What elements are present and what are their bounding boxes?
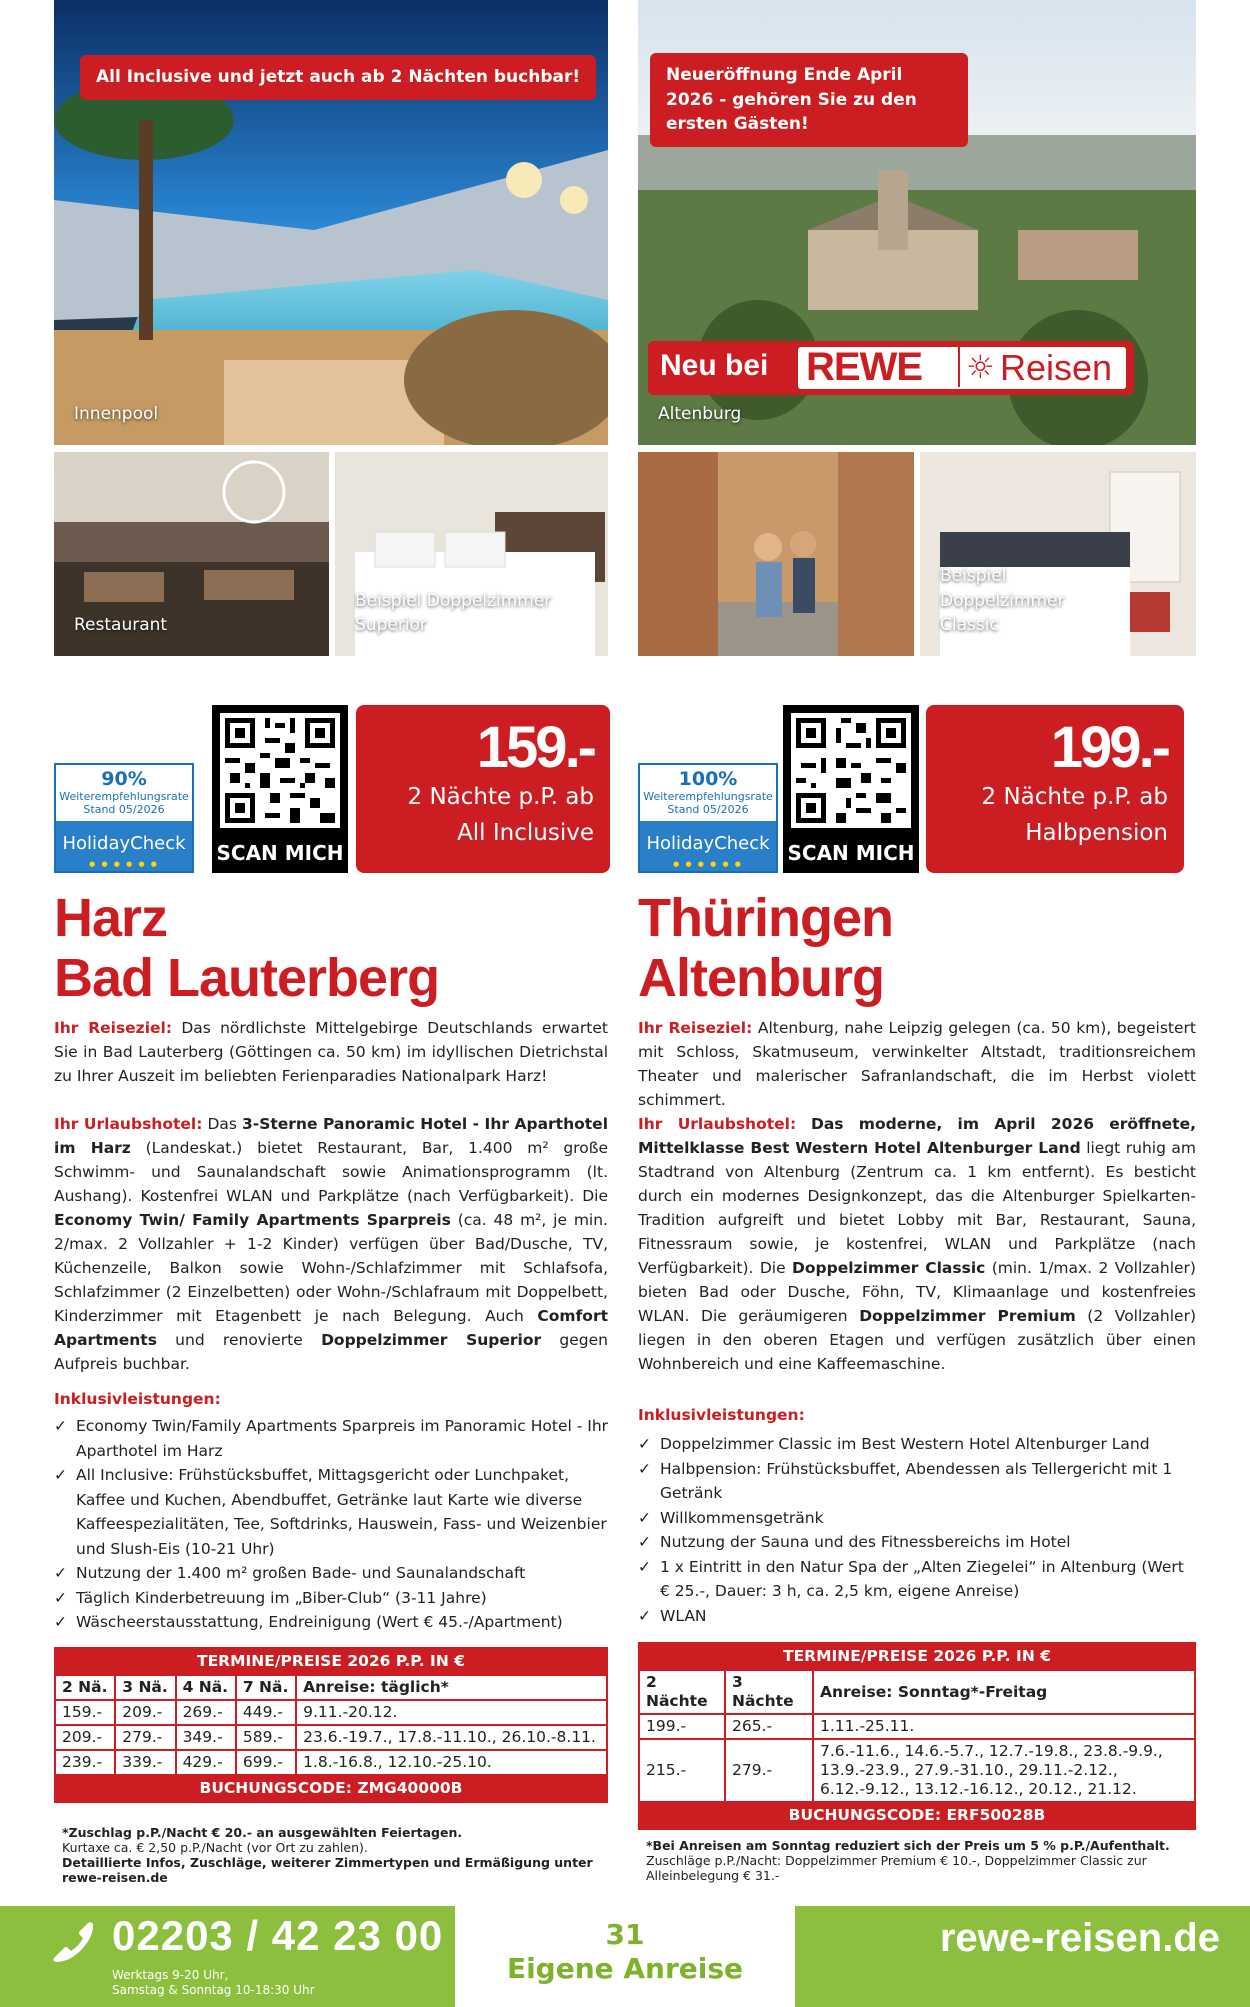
hours-line: Samstag & Sonntag 10-18:30 Uhr <box>112 1983 315 1997</box>
price-box <box>356 705 610 873</box>
price-line2: Halbpension <box>1025 820 1168 846</box>
hero-caption: Altenburg <box>658 404 742 425</box>
table-cell: 279.- <box>725 1739 813 1802</box>
qr-code[interactable] <box>783 705 919 873</box>
table-cell: 159.- <box>55 1700 115 1725</box>
table-cell: 429.- <box>176 1750 236 1775</box>
holidaycheck-logo <box>56 821 192 871</box>
table-row <box>639 1739 1195 1802</box>
qr-code[interactable] <box>212 705 348 873</box>
page-label: Eigene Anreise <box>506 1952 744 1985</box>
room-type: Economy Twin/ Family Apartments Sparpreis <box>54 1211 451 1229</box>
rating-stand: Stand 05/2026 <box>667 803 749 817</box>
qr-code-icon <box>220 713 340 828</box>
price-line1: 2 Nächte p.P. ab <box>981 784 1168 810</box>
table-row <box>55 1700 607 1725</box>
hotel-paragraph <box>54 1112 608 1376</box>
hero-photo-altenburg <box>638 0 1196 445</box>
table-header: 7 Nä. <box>236 1675 296 1700</box>
holidaycheck-brand: HolidayCheck <box>62 833 186 854</box>
hours-line: Werktags 9-20 Uhr, <box>112 1968 229 1982</box>
hero-badge: All Inclusive und jetzt auch ab 2 Nächten buchbar! <box>80 55 596 100</box>
table-row <box>55 1750 607 1775</box>
destination-region: Thüringen <box>638 888 893 948</box>
rating-percent: 90% <box>101 768 147 790</box>
destination-place: Bad Lauterberg <box>54 948 440 1008</box>
booking-code: BUCHUNGSCODE: ERF50028B <box>639 1802 1195 1829</box>
list-item: ✓ All Inclusive: Frühstücksbuffet, Mittagsgericht oder Lunchpaket, Kaffee und Kuchen, Abendbuffet, Getränke laut Karte wie diverse Kaffeespezialitäten, Tee, Softdrinks, Hauswein, Fass- und Weizenbier und Slush-Eis (10-21 Uhr) <box>54 1463 614 1561</box>
table-cell: 9.11.-20.12. <box>296 1700 607 1725</box>
photo-caption: Beispiel Doppelzimmer Classic <box>940 566 1065 636</box>
table-title: TERMINE/PREISE 2026 P.P. IN € <box>639 1643 1195 1670</box>
inklusivleistungen-heading: Inklusivleistungen: <box>638 1406 805 1424</box>
hotel-label: Ihr Urlaubshotel: <box>54 1115 203 1133</box>
hotel-paragraph <box>638 1112 1196 1376</box>
list-item: ✓ Halbpension: Frühstücksbuffet, Abendessen als Tellergericht mit 1 Getränk <box>638 1457 1196 1506</box>
hotel-name: Das moderne, im April 2026 eröffnete, Mittelklasse Best Western Hotel Altenburger Land <box>638 1115 1196 1157</box>
price-line2: All Inclusive <box>457 820 594 846</box>
holidaycheck-rating <box>54 763 194 873</box>
sun-icon: ☼ <box>958 347 995 387</box>
rewe-logo-banner <box>648 341 1134 395</box>
list-item: ✓ Wäscheerstausstattung, Endreinigung (Wert € 45.-/Apartment) <box>54 1610 614 1635</box>
rating-stand: Stand 05/2026 <box>83 803 165 817</box>
footnote-line: *Bei Anreisen am Sonntag reduziert sich der Preis um 5 % p.P./Aufenthalt. <box>646 1838 1170 1853</box>
reiseziel-label: Ihr Reiseziel: <box>638 1019 753 1037</box>
qr-code-icon <box>791 713 911 828</box>
page-footer-center <box>455 1918 795 1986</box>
table-header: 3 Nä. <box>115 1675 175 1700</box>
table-header-row <box>55 1675 607 1700</box>
reiseziel-label: Ihr Reiseziel: <box>54 1019 173 1037</box>
phone-number[interactable]: 02203 / 42 23 00 <box>112 1912 444 1959</box>
table-cell: 349.- <box>176 1725 236 1750</box>
list-item: ✓ Doppelzimmer Classic im Best Western Hotel Altenburger Land <box>638 1432 1196 1457</box>
scan-label: SCAN MICH <box>216 841 344 865</box>
table-header: 3 Nächte <box>725 1670 813 1714</box>
list-item: ✓ Willkommensgetränk <box>638 1506 1196 1531</box>
reiseziel-text: Das nördlichste Mittelgebirge Deutschlands erwartet Sie in Bad Lauterberg (Göttingen ca. 50 km) im idyllischen Dietrichstal zu Ihrer Auszeit im beliebten Ferienparadies Nationalpark Harz! <box>54 1019 608 1085</box>
rating-label: Weiterempfehlungsrate <box>59 790 189 803</box>
footnote-line: Kurtaxe ca. € 2,50 p.P./Nacht (vor Ort zu zahlen). <box>62 1840 368 1855</box>
table-header: 2 Nächte <box>639 1670 725 1714</box>
room-type: Doppelzimmer Premium <box>859 1307 1076 1325</box>
destination-place: Altenburg <box>638 948 884 1008</box>
reiseziel-paragraph <box>638 1016 1196 1112</box>
rating-percent: 100% <box>678 768 738 790</box>
hotel-name: 3-Sterne Panoramic Hotel - Ihr Aparthotel im Harz <box>54 1115 609 1157</box>
inklusivleistungen-list <box>54 1414 614 1635</box>
hotel-label: Ihr Urlaubshotel: <box>638 1115 797 1133</box>
opening-hours <box>112 1968 315 1998</box>
table-header: Anreise: täglich* <box>296 1675 607 1700</box>
hotel-text: Das <box>207 1115 242 1133</box>
phone-icon <box>46 1916 96 1970</box>
table-cell: 209.- <box>115 1700 175 1725</box>
list-item: ✓ Nutzung der 1.400 m² großen Bade- und Saunalandschaft <box>54 1561 614 1586</box>
footer-website-bar <box>795 1906 1250 2007</box>
table-cell: 239.- <box>55 1750 115 1775</box>
photo-doppelzimmer-classic <box>920 452 1196 656</box>
table-title: TERMINE/PREISE 2026 P.P. IN € <box>55 1648 607 1675</box>
price-amount: 159.- <box>476 715 594 780</box>
table-cell: 209.- <box>55 1725 115 1750</box>
table-row <box>639 1714 1195 1739</box>
footnote-line: *Zuschlag p.P./Nacht € 20.- an ausgewählten Feiertagen. <box>62 1825 463 1840</box>
reisen-logo-word: Reisen <box>1000 347 1113 388</box>
price-line1: 2 Nächte p.P. ab <box>407 784 594 810</box>
table-cell: 589.- <box>236 1725 296 1750</box>
table-cell: 449.- <box>236 1700 296 1725</box>
photo-caption: Restaurant <box>74 615 168 636</box>
destination-title <box>638 888 893 1008</box>
inklusivleistungen-heading: Inklusivleistungen: <box>54 1390 221 1408</box>
room-type: Doppelzimmer Classic <box>792 1259 986 1277</box>
table-cell: 339.- <box>115 1750 175 1775</box>
hero-caption: Innenpool <box>74 404 159 425</box>
list-item: ✓ Täglich Kinderbetreuung im „Biber-Club“ (3-11 Jahre) <box>54 1586 614 1611</box>
table-cell: 215.- <box>639 1739 725 1802</box>
holidaycheck-logo <box>640 821 776 871</box>
list-item: ✓ WLAN <box>638 1604 1196 1629</box>
inklusivleistungen-list <box>638 1432 1196 1628</box>
photo-altstadt-couple <box>638 452 914 656</box>
table-header: 2 Nä. <box>55 1675 115 1700</box>
hero-photo-innenpool <box>54 0 608 445</box>
rewe-logo-word: REWE <box>806 345 922 389</box>
destination-region: Harz <box>54 888 168 948</box>
holidaycheck-rating <box>638 763 778 873</box>
rewe-logo <box>798 347 1126 389</box>
table-cell: 265.- <box>725 1714 813 1739</box>
room-type: Comfort Apartments <box>54 1307 608 1349</box>
table-cell: 1.11.-25.11. <box>813 1714 1195 1739</box>
price-table <box>638 1642 1196 1830</box>
price-table <box>54 1647 608 1803</box>
stars-icon: ● ● ● ● ● ● <box>673 860 743 868</box>
footnote-line: Zuschläge p.P./Nacht: Doppelzimmer Premium € 10.-, Doppelzimmer Classic zur Alleinbelegung € 31.- <box>646 1853 1147 1883</box>
hotel-text: (ca. 48 m², je min. 2/max. 2 Vollzahler + 1-2 Kinder) verfügen über Bad/Dusche, TV, Küchenzeile, Balkon sowie Wohn-/Schlafzimmer mit Schlafsofa, Schlafzimmer (2 Einzelbetten) oder Wohn-/Schlafraum mit Doppelbett, Kinderzimmer mit Etagenbett je nach Belegung. Auch <box>54 1211 608 1325</box>
reiseziel-paragraph <box>54 1016 608 1088</box>
hotel-text: (Landeskat.) bietet Restaurant, Bar, 1.400 m² große Schwimm- und Saunalandschaft sowie Animationsprogramm (lt. Aushang). Kostenfrei WLAN und Parkplätze (nach Verfügbarkeit). Die <box>54 1139 608 1205</box>
table-cell: 23.6.-19.7., 17.8.-11.10., 26.10.-8.11. <box>296 1725 607 1750</box>
list-item: ✓ Economy Twin/Family Apartments Sparpreis im Panoramic Hotel - Ihr Aparthotel im Harz <box>54 1414 614 1463</box>
rating-label: Weiterempfehlungsrate <box>643 790 773 803</box>
hotel-text: liegt ruhig am Stadtrand von Altenburg (Zentrum ca. 1 km entfernt). Es besticht durch ein modernes Designkonzept, das die Altenburger Spielkarten-Tradition aufgreift und bietet Lobby mit Bar, Restaurant, Sauna, Fitnessraum sowie, je kostenfrei, WLAN und Parkplätze (nach Verfügbarkeit). Die <box>638 1139 1197 1277</box>
booking-code: BUCHUNGSCODE: ZMG40000B <box>55 1775 607 1802</box>
new-at-label: Neu bei <box>660 349 769 382</box>
scan-label: SCAN MICH <box>787 841 915 865</box>
reiseziel-text: Altenburg, nahe Leipzig gelegen (ca. 50 km), begeistert mit Schloss, Skatmuseum, verwinkelter Altstadt, traditionsreichem Theater und malerischer Safranlandschaft, die im Herbst violett schimmert. <box>638 1019 1196 1109</box>
room-type: Doppelzimmer Superior <box>321 1331 542 1349</box>
table-cell: 269.- <box>176 1700 236 1725</box>
stars-icon: ● ● ● ● ● ● <box>89 860 159 868</box>
list-item: ✓ 1 x Eintritt in den Natur Spa der „Alten Ziegelei“ in Altenburg (Wert € 25.-, Dauer: 3 h, ca. 2,5 km, eigene Anreise) <box>638 1555 1196 1604</box>
footnote <box>62 1825 602 1885</box>
footnote-line: Detaillierte Infos, Zuschläge, weiterer Zimmertypen und Ermäßigung unter rewe-reisen.de <box>62 1855 593 1885</box>
table-header-row <box>639 1670 1195 1714</box>
photo-restaurant <box>54 452 329 656</box>
table-header: Anreise: Sonntag*-Freitag <box>813 1670 1195 1714</box>
table-cell: 1.8.-16.8., 12.10.-25.10. <box>296 1750 607 1775</box>
list-item: ✓ Nutzung der Sauna und des Fitnessbereichs im Hotel <box>638 1530 1196 1555</box>
footnote <box>646 1838 1186 1883</box>
table-cell: 279.- <box>115 1725 175 1750</box>
table-row <box>55 1725 607 1750</box>
hotel-text: (min. 1/max. 2 Vollzahler) bieten Bad oder Dusche, Föhn, TV, Klimaanlage und kostenfreies WLAN. Die geräumigeren <box>638 1259 1196 1325</box>
destination-title <box>54 888 439 1008</box>
table-cell: 199.- <box>639 1714 725 1739</box>
price-box <box>926 705 1184 873</box>
photo-caption: Beispiel Doppelzimmer Superior <box>355 590 552 636</box>
table-cell: 699.- <box>236 1750 296 1775</box>
footer-phone-bar <box>0 1906 455 2007</box>
website-link[interactable]: rewe-reisen.de <box>939 1916 1220 1960</box>
photo-doppelzimmer-superior <box>335 452 608 656</box>
price-amount: 199.- <box>1050 715 1168 780</box>
table-cell: 7.6.-11.6., 14.6.-5.7., 12.7.-19.8., 23.8.-9.9., 13.9.-23.9., 27.9.-31.10., 29.11.-2.12., 6.12.-9.12., 13.12.-16.12., 20.12., 21.12. <box>813 1739 1195 1802</box>
hotel-text: (2 Vollzahler) liegen in den oberen Etagen und verfügen zusätzlich über einen Wohnbereich und eine Kaffeemaschine. <box>638 1307 1197 1373</box>
hero-badge: Neueröffnung Ende April 2026 - gehören Sie zu den ersten Gästen! <box>650 53 968 147</box>
hotel-text: gegen Aufpreis buchbar. <box>54 1331 608 1373</box>
holidaycheck-brand: HolidayCheck <box>646 833 770 854</box>
page-number: 31 <box>605 1918 645 1951</box>
hotel-text: und renovierte <box>156 1331 322 1349</box>
table-header: 4 Nä. <box>176 1675 236 1700</box>
